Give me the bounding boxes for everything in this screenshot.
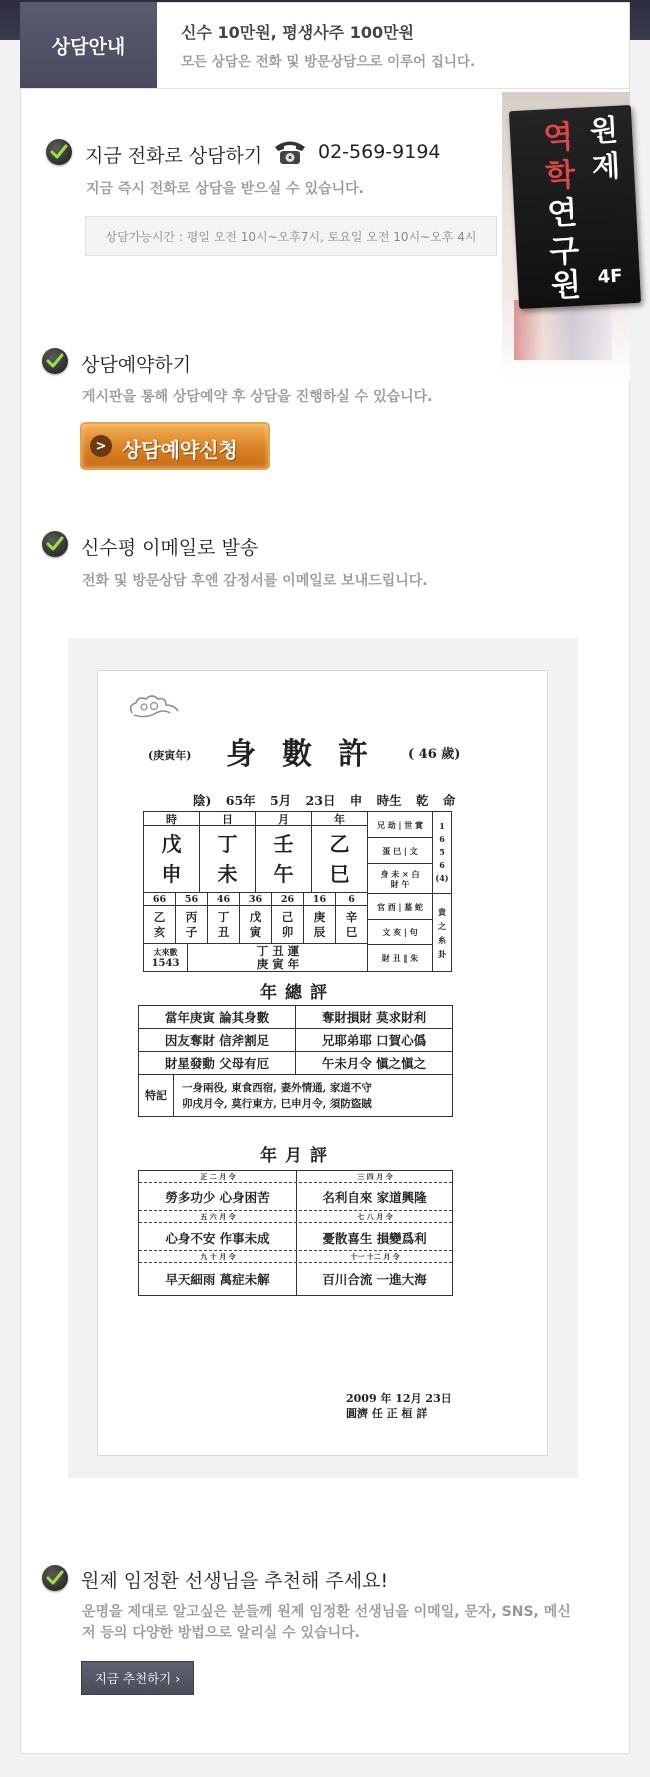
- taesu-label: 太來數: [153, 946, 178, 957]
- month-cell: 心身不安 作事未成: [165, 1231, 270, 1246]
- monthly-table: [138, 1170, 453, 1296]
- phone-section-title: 지금 전화로 상담하기: [85, 145, 263, 167]
- month-label: 正 二 月 令: [200, 1172, 236, 1181]
- consult-hours-box: 상담가능시간 : 평일 오전 10시~오후7시, 토요일 오전 10시~오후 4시: [85, 216, 497, 256]
- pillar-branch: 巳: [329, 862, 350, 886]
- daeun-cell: [239, 905, 272, 944]
- daeun-cell: [271, 905, 304, 944]
- phone-section-description: 지금 즉시 전화로 상담을 받으실 수 있습니다.: [86, 181, 364, 197]
- signboard-char: 원: [550, 266, 582, 305]
- month-cell: 憂散喜生 損變爲利: [322, 1231, 427, 1246]
- price-title: 신수 10만원, 평생사주 100만원: [181, 23, 415, 42]
- document-title: 身數許: [226, 737, 394, 772]
- pillar-cell: [143, 825, 200, 893]
- side-text: 蛋 巳 | 文: [382, 845, 418, 856]
- document-age: ( 46 歲): [408, 747, 461, 762]
- year-summary-cell: 奪財損財 莫求財利: [295, 1005, 453, 1029]
- pillar-branch: 申: [161, 862, 182, 886]
- email-section-description: 전화 및 방문상담 후엔 감정서를 이메일로 보내드립니다.: [82, 573, 428, 589]
- signboard: [509, 105, 641, 309]
- month-label: 三 四 月 令: [357, 1172, 393, 1181]
- side-cell: [367, 811, 433, 838]
- daeun-stem: 丙: [185, 909, 198, 924]
- side-number: 1: [439, 821, 445, 831]
- side-text: 官 酉 | 墓 蛇: [376, 901, 424, 912]
- signboard-right-column: [585, 111, 625, 185]
- signboard-left-column: [539, 118, 583, 272]
- daeun-cell: [143, 905, 176, 944]
- pillar-cell: [199, 825, 256, 893]
- daeun-cell: [175, 905, 208, 944]
- un-line: 庚 寅 年: [256, 956, 300, 971]
- signboard-last-char: [547, 266, 585, 306]
- daeun-stem: 乙: [153, 909, 166, 924]
- signboard-char: 역: [542, 119, 575, 157]
- recommend-now-button[interactable]: 지금 추천하기 ›: [81, 1661, 194, 1695]
- dotted-divider: [139, 1222, 452, 1223]
- pillar-branch: 未: [217, 862, 238, 886]
- side-char: 之: [438, 920, 446, 931]
- pillar-stem: 乙: [329, 832, 350, 856]
- recommend-section-title: 원제 임정환 선생님을 추천해 주세요!: [81, 1570, 389, 1592]
- year-summary-cell: 因友奪財 信斧割足: [138, 1028, 296, 1052]
- daeun-stem: 丁: [217, 909, 230, 924]
- daeun-branch: 辰: [313, 924, 326, 939]
- document-date: [346, 1391, 452, 1421]
- document-signature: 圓濟 任 正 桓 詳: [346, 1407, 428, 1420]
- side-number: 6: [439, 834, 445, 844]
- pillar-header: 月: [255, 811, 312, 826]
- document-date-line: 2009 年 12月 23日: [346, 1392, 452, 1405]
- signboard-floor: 4F: [597, 265, 624, 288]
- signboard-char: 원: [589, 112, 619, 149]
- arrow-right-icon: >: [90, 435, 112, 457]
- side-number-cell: [432, 811, 452, 894]
- month-cell: 早天細雨 萬症未解: [165, 1272, 270, 1287]
- reservation-button-label: 상담예약신청: [122, 438, 238, 462]
- daeun-stem: 己: [281, 909, 294, 924]
- telephone-icon: [272, 138, 308, 166]
- email-section-title: 신수평 이메일로 발송: [81, 537, 259, 559]
- check-icon: [42, 531, 68, 557]
- side-char: 貴: [438, 906, 446, 917]
- pillar-stem: 壬: [273, 832, 294, 856]
- side-number: 5: [439, 847, 445, 857]
- daeun-stem: 辛: [345, 909, 358, 924]
- signboard-char: 연: [546, 194, 579, 233]
- side-char: 卦: [438, 948, 446, 959]
- side-cell: [367, 837, 433, 864]
- side-text: 身 未 × 白: [380, 868, 420, 879]
- pillar-header: 年: [311, 811, 368, 826]
- daeun-cell: [207, 905, 240, 944]
- document-year: (庚寅年): [148, 749, 192, 762]
- daeun-age: 26: [271, 892, 304, 906]
- daeun-age: 56: [175, 892, 208, 906]
- reservation-request-button[interactable]: [80, 422, 270, 470]
- year-summary-cell: 當年庚寅 論其身數: [138, 1005, 296, 1029]
- recommend-section-description: 운명을 제대로 알고싶은 분들께 원제 임정환 선생님을 이메일, 문자, SNS, 메신저 등의 다양한 방법으로 알리실 수 있습니다.: [82, 1604, 571, 1641]
- month-cell: 勞多功少 心身困苦: [165, 1190, 270, 1205]
- year-summary-cell: 財星發動 父母有厄: [138, 1051, 296, 1075]
- dotted-divider: [139, 1182, 452, 1183]
- month-cell: 百川合流 一進大海: [322, 1272, 427, 1287]
- side-cell: [367, 893, 433, 920]
- year-summary-cell: 午未月令 愼之愼之: [295, 1051, 453, 1075]
- year-summary-cell: 兄耶弟耶 口賀心僞: [295, 1028, 453, 1052]
- pillar-stem: 戊: [161, 832, 182, 856]
- special-notes-cell: [173, 1074, 453, 1117]
- side-text: 財 丑 ‖ 朱: [381, 953, 419, 963]
- signboard-char: 구: [548, 232, 581, 271]
- daeun-branch: 巳: [345, 924, 358, 939]
- pillar-header: 時: [143, 811, 200, 826]
- un-cell: [187, 943, 368, 972]
- pillar-cell: [311, 825, 368, 893]
- year-summary-heading: 年總評: [260, 983, 335, 1003]
- daeun-cell: [335, 905, 368, 944]
- dotted-divider: [139, 1250, 452, 1251]
- check-icon: [42, 1565, 68, 1591]
- side-number: 6: [439, 860, 445, 870]
- daeun-stem: 庚: [313, 909, 326, 924]
- pillar-stem: 丁: [217, 832, 238, 856]
- fortune-document-sample: [97, 670, 548, 1456]
- side-text: 財 午: [390, 878, 410, 889]
- side-text: 文 亥 | 句: [382, 927, 418, 937]
- daeun-age: 16: [303, 892, 336, 906]
- header-divider: [20, 88, 630, 89]
- daeun-branch: 亥: [153, 924, 166, 939]
- month-label: 七 八 月 令: [357, 1212, 393, 1221]
- month-cell: 名利自來 家道興隆: [322, 1190, 427, 1205]
- price-subtitle: 모든 상담은 전화 및 방문상담으로 이루어 집니다.: [181, 54, 476, 70]
- consult-guide-tab: 상담안내: [20, 2, 157, 88]
- special-line: 卯戌月令, 莫行東方, 巳申月令, 須防盜賊: [182, 1097, 372, 1110]
- special-label-cell: 特記: [138, 1074, 174, 1117]
- pillar-header: 日: [199, 811, 256, 826]
- street-background: [514, 300, 612, 360]
- daeun-branch: 卯: [281, 924, 294, 939]
- signboard-char: 제: [591, 148, 621, 185]
- daeun-branch: 寅: [249, 924, 262, 939]
- month-label: 五 六 月 令: [200, 1212, 236, 1221]
- check-icon: [46, 139, 72, 165]
- dotted-divider: [139, 1210, 452, 1211]
- daeun-age: 66: [143, 892, 176, 906]
- taesu-value: 1543: [151, 957, 180, 969]
- side-char: 糸: [438, 934, 446, 945]
- month-label: 十一 十二 月 令: [350, 1252, 400, 1261]
- side-cell: [367, 863, 433, 894]
- daeun-age: 6: [335, 892, 368, 906]
- pillar-cell: [255, 825, 312, 893]
- cloud-emblem-icon: [126, 693, 182, 725]
- un-line: 丁 丑 運: [256, 943, 300, 958]
- reservation-section-title: 상담예약하기: [81, 354, 192, 376]
- pillar-branch: 午: [273, 862, 294, 886]
- monthly-heading: 年月評: [260, 1146, 335, 1166]
- daeun-cell: [303, 905, 336, 944]
- side-cell: [367, 919, 433, 945]
- reservation-section-description: 게시판을 통해 상담예약 후 상담을 진행하실 수 있습니다.: [82, 389, 433, 405]
- check-icon: [42, 348, 68, 374]
- daeun-age: 36: [239, 892, 272, 906]
- daeun-stem: 戊: [249, 909, 262, 924]
- taesu-cell: [143, 943, 188, 972]
- special-line: 一身兩役, 東食西宿, 妻外情通, 家道不守: [182, 1081, 372, 1094]
- dotted-divider: [139, 1262, 452, 1263]
- daeun-age: 46: [207, 892, 240, 906]
- signboard-char: 학: [544, 156, 577, 195]
- daeun-branch: 子: [185, 924, 198, 939]
- side-char-cell: [432, 893, 452, 972]
- daeun-branch: 丑: [217, 924, 230, 939]
- month-label: 九 十 月 令: [200, 1252, 236, 1261]
- side-number: (4): [435, 873, 449, 883]
- phone-number[interactable]: 02-569-9194: [318, 141, 441, 163]
- side-cell: [367, 944, 433, 972]
- side-text: 兄 劫 | 世 實: [376, 819, 424, 830]
- document-birth-line: 陰) 65年 5月 23日 申 時生 乾 命: [193, 793, 456, 808]
